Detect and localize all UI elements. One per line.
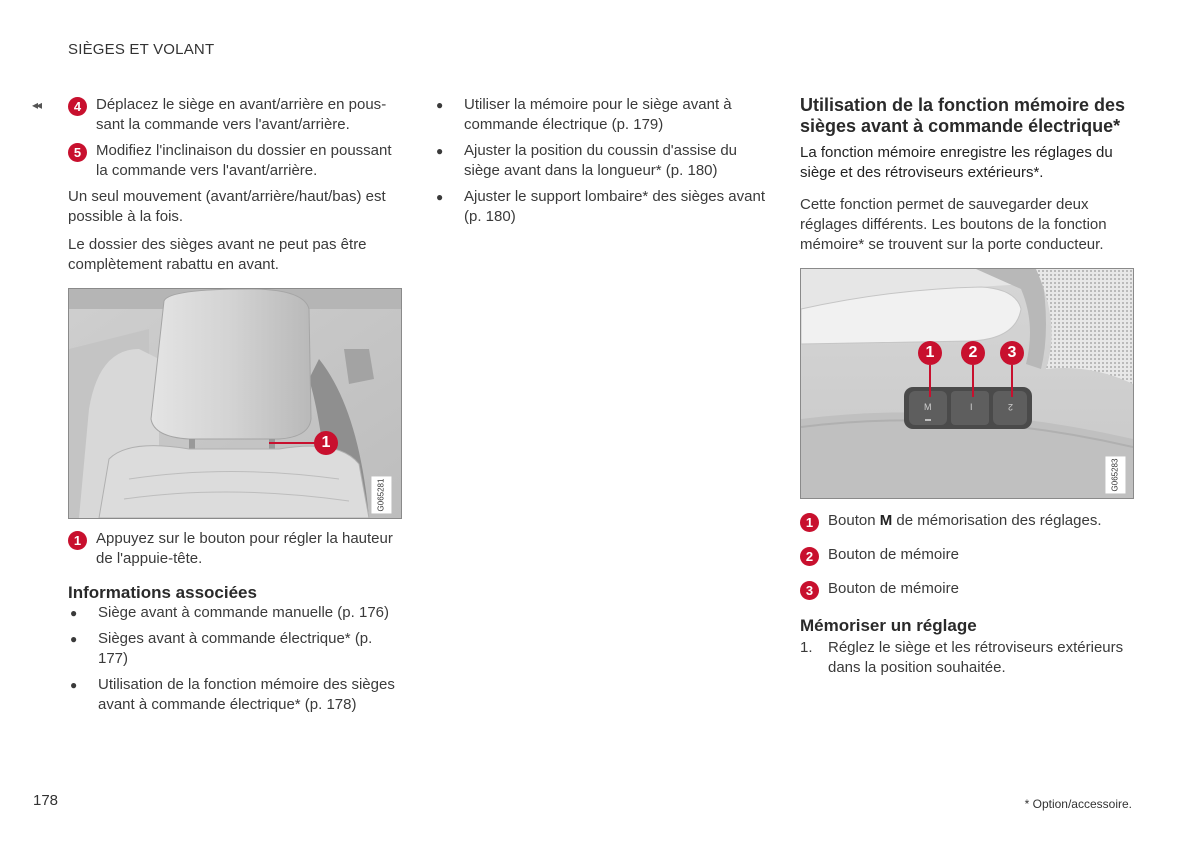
paragraph: Cette fonction permet de sauvegarder deux réglages différents. Les boutons de la fonction mémoire* se trouvent sur la porte conducteur. — [800, 196, 1107, 253]
paragraph: Le dossier des sièges avant ne peut pas être complètement rabattu en avant. — [68, 236, 367, 273]
steps-list — [800, 638, 1135, 678]
legend-text: Bouton de mémoire — [828, 546, 959, 563]
related-link[interactable]: ● Utiliser la mémoire pour le siège avant à commande électrique (p. 179) — [436, 96, 732, 133]
step-number-badge: 5 — [68, 143, 87, 162]
bullet-icon: ● — [436, 190, 444, 204]
lead-paragraph: La fonction mémoire enregistre les réglages du siège et des rétroviseurs extérieurs*. — [800, 144, 1113, 181]
related-link[interactable]: ● Ajuster la position du coussin d'assise du siège avant dans la longueur* (p. 180) — [436, 142, 738, 179]
figure-callout: 1 — [314, 431, 338, 455]
legend-number-badge: 2 — [800, 547, 819, 566]
door-panel-illustration — [801, 269, 1133, 498]
sub-heading: Mémoriser un réglage — [800, 616, 977, 635]
memory-buttons-figure — [800, 268, 1134, 499]
related-list — [68, 603, 403, 715]
headrest-figure — [68, 288, 402, 519]
column-middle — [434, 95, 774, 233]
related-heading: Informations associées — [68, 583, 257, 602]
figure-legend-item — [68, 529, 403, 569]
column-right — [800, 95, 1135, 678]
step-item: 1. Réglez le siège et les rétroviseurs extérieurs dans la position souhaitée. — [800, 639, 1124, 676]
step-item — [68, 141, 403, 181]
section-title: Utilisation de la fonction mémoire des sièges avant à commande électrique* — [800, 95, 1126, 136]
legend-number-badge: 1 — [800, 513, 819, 532]
related-link[interactable]: ● Ajuster le support lombaire* des sièges avant (p. 180) — [436, 188, 765, 225]
related-link[interactable]: ● Sièges avant à commande électrique* (p. 177) — [70, 630, 373, 667]
figure-code: G065281 — [371, 477, 391, 514]
bullet-icon: ● — [70, 678, 78, 692]
figure-legend-item — [800, 579, 1135, 600]
figure-callout: 3 — [1000, 341, 1024, 365]
related-link[interactable]: ● Utilisation de la fonction mémoire des sièges avant à commande électrique* (p. 178) — [70, 676, 395, 713]
memory-button-m-label: M — [924, 402, 932, 412]
bullet-icon: ● — [436, 98, 444, 112]
step-number-badge: 4 — [68, 97, 87, 116]
column-left — [68, 95, 403, 721]
figure-callout: 1 — [918, 341, 942, 365]
legend-number-badge: 1 — [68, 531, 87, 550]
legend-number-badge: 3 — [800, 581, 819, 600]
figure-legend-item — [800, 545, 1135, 566]
continued-icon: ◂◂ — [32, 98, 41, 112]
legend-text: Bouton M de mémorisation des réglages. — [828, 512, 1102, 529]
figure-code: G065283 — [1105, 457, 1125, 494]
footnote: * Option/accessoire. — [1024, 797, 1132, 811]
bullet-icon: ● — [436, 144, 444, 158]
step-text: Modifiez l'inclinaison du dossier en poussant la commande vers l'avant/arrière. — [96, 142, 392, 179]
step-item — [68, 95, 403, 135]
legend-text: Bouton de mémoire — [828, 580, 959, 597]
related-list — [434, 95, 774, 227]
bullet-icon: ● — [70, 606, 78, 620]
step-text: Déplacez le siège en avant/arrière en poussant la commande vers l'avant/arrière. — [96, 96, 387, 133]
headrest-illustration — [69, 289, 401, 518]
memory-button-1-label: I — [970, 402, 973, 412]
legend-text: Appuyez sur le bouton pour régler la hauteur de l'appuie-tête. — [96, 530, 393, 567]
section-header: SIÈGES ET VOLANT — [68, 41, 215, 58]
memory-button-2-label: 2 — [1008, 402, 1014, 412]
bullet-icon: ● — [70, 632, 78, 646]
figure-legend-item — [800, 511, 1135, 532]
page-number: 178 — [33, 792, 59, 809]
figure-callout: 2 — [961, 341, 985, 365]
paragraph: Un seul mouvement (avant/arrière/haut/bas) est possible à la fois. — [68, 188, 386, 225]
related-link[interactable]: ● Siège avant à commande manuelle (p. 176) — [70, 604, 390, 621]
